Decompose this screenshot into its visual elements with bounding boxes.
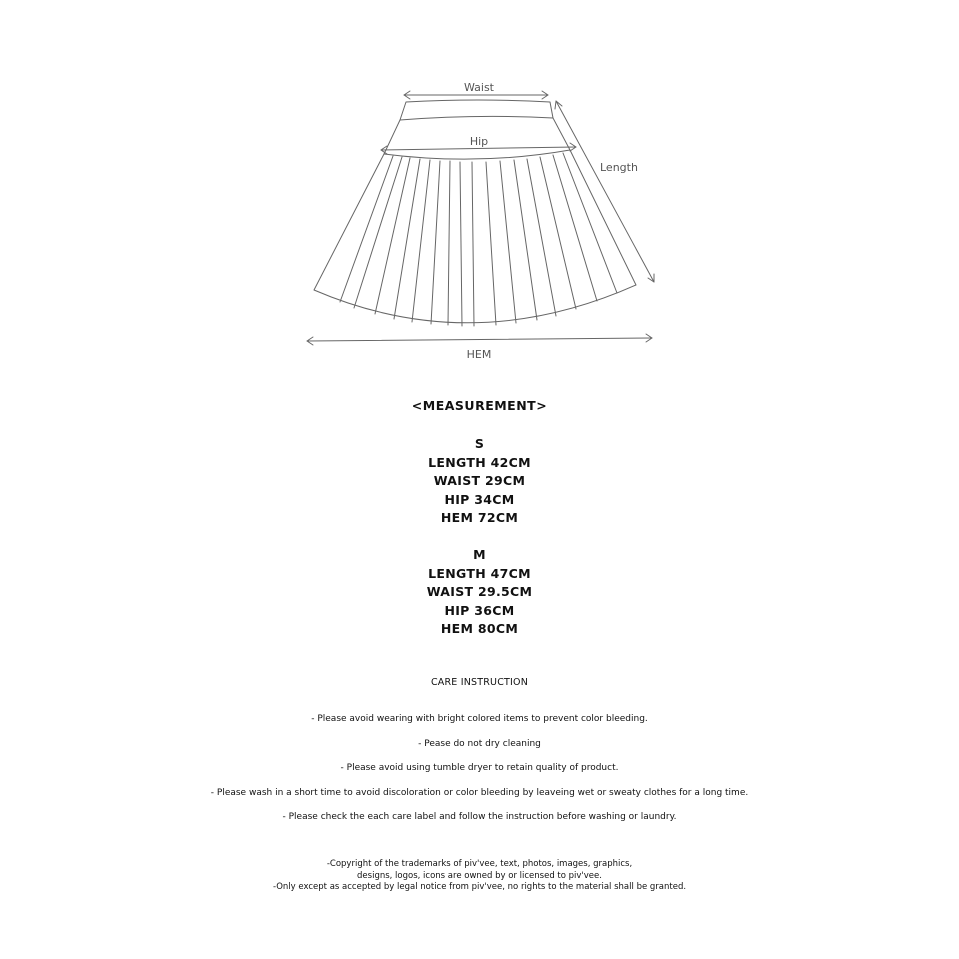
skirt-measurement-diagram [0, 0, 959, 380]
size-length: LENGTH 42CM [428, 454, 531, 470]
copyright-line: -Only except as accepted by legal notice from piv'vee, no rights to the material shall be granted. [272, 882, 687, 892]
length-label: Length [600, 161, 638, 174]
skirt-pleats [340, 153, 617, 326]
size-hem: HEM 80CM [440, 621, 519, 636]
size-name: M [473, 547, 486, 562]
skirt-diagram-svg [0, 0, 959, 380]
hem-label: HEM [466, 348, 492, 361]
care-item: - Pease do not dry cleaning [418, 738, 541, 749]
skirt-waistband [400, 100, 553, 120]
care-item: - Please check the each care label and follow the instruction before washing or laundry. [282, 812, 677, 823]
length-dimension-arrow [555, 101, 654, 282]
size-hem: HEM 72CM [440, 510, 519, 525]
size-hip: HIP 36CM [444, 602, 515, 618]
care-item: - Please avoid using tumble dryer to retain quality of product. [340, 763, 619, 774]
waist-label: Waist [463, 81, 495, 94]
care-instruction-title: CARE INSTRUCTION [430, 677, 529, 688]
size-hip: HIP 34CM [444, 491, 515, 507]
care-item: - Please wash in a short time to avoid discoloration or color bleeding by leaveing wet or sweaty clothes for a long time. [210, 787, 749, 798]
care-item: - Please avoid wearing with bright colored items to prevent color bleeding. [311, 714, 648, 724]
size-m-block [0, 546, 959, 639]
skirt-body-outline [314, 150, 636, 323]
measurement-title: <MEASUREMENT> [411, 398, 548, 413]
size-s-block [0, 435, 959, 528]
copyright-line: designs, logos, icons are owned by or licensed to piv'vee. [357, 870, 602, 881]
copyright-line: -Copyright of the trademarks of piv'vee, text, photos, images, graphics, [326, 859, 633, 869]
hip-label: Hip [469, 135, 489, 148]
size-length: LENGTH 47CM [428, 565, 531, 581]
care-instruction-list [0, 712, 959, 835]
size-name: S [474, 436, 485, 451]
hem-dimension-arrow [307, 334, 652, 345]
copyright-notice [0, 859, 959, 894]
size-waist: WAIST 29.5CM [426, 584, 533, 599]
size-waist: WAIST 29CM [433, 473, 526, 488]
